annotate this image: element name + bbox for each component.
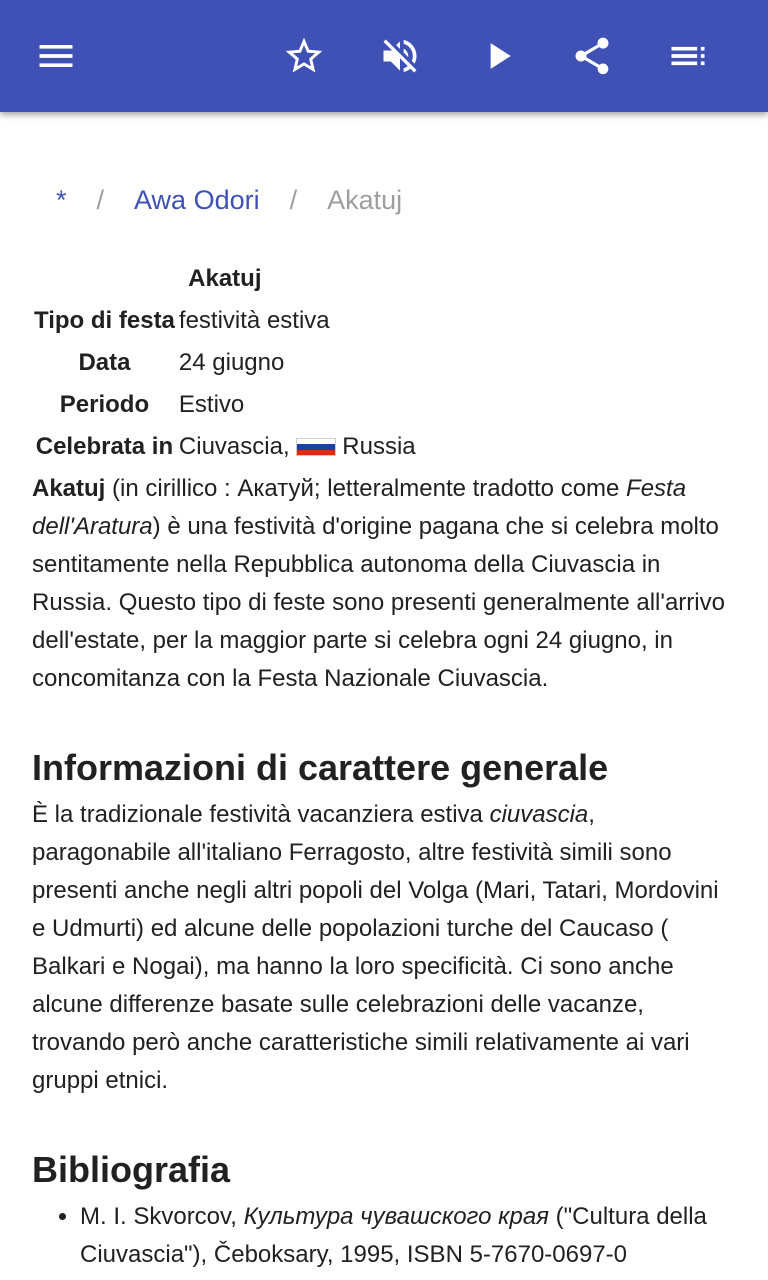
- section-italic-term: ciuvascia: [489, 801, 589, 828]
- bibliography-details: ("Cultura della Ciuvascia"), Čeboksary, 1995, ISBN 5-7670-0697-0: [80, 1203, 707, 1268]
- breadcrumb-current: Akatuj: [327, 184, 403, 215]
- infobox-row: [32, 300, 418, 342]
- infobox-label: Periodo: [59, 391, 150, 418]
- play-button[interactable]: [466, 24, 530, 88]
- infobox-label: Data: [78, 349, 131, 376]
- infobox-caption: Akatuj: [188, 265, 262, 292]
- share-icon: [570, 34, 614, 78]
- bibliography-title: Культура чувашского края: [243, 1203, 549, 1230]
- infobox: [32, 258, 418, 468]
- infobox-value-text[interactable]: Ciuvascia,: [178, 433, 297, 460]
- bibliography-author: M. I. Skvorcov,: [80, 1203, 244, 1230]
- table-of-contents-button[interactable]: [656, 24, 720, 88]
- intro-bold-term: Akatuj: [32, 475, 106, 502]
- volume-off-icon: [378, 34, 422, 78]
- breadcrumb-separator: /: [96, 184, 105, 215]
- infobox-value: [177, 426, 418, 468]
- infobox-row: [32, 384, 418, 426]
- infobox-value: 24 giugno: [178, 349, 285, 376]
- infobox-row: [32, 426, 418, 468]
- breadcrumb-parent-link[interactable]: Awa Odori: [134, 184, 260, 215]
- infobox-value-link[interactable]: Russia: [342, 433, 416, 460]
- app-bar: [0, 0, 768, 112]
- infobox-label: Celebrata in: [35, 433, 174, 460]
- infobox-row: [32, 342, 418, 384]
- list-item: [80, 1198, 736, 1274]
- breadcrumb-root-link[interactable]: *: [56, 184, 67, 215]
- russia-flag-icon: [296, 438, 336, 456]
- star-icon: [282, 34, 326, 78]
- infobox-value: Estivo: [178, 391, 245, 418]
- section-text: , paragonabile all'italiano Ferragosto, altre festività simili sono presenti anche negli altri popoli del Volga (Mari, Tatari, Mordovini e Udmurti) ed alcune delle popolazioni turche del Caucaso ( Balkari e Nogai), ma hanno la loro specificità. Ci sono anche alcune differenze basate sulle celebrazioni delle vacanze, trovando però anche caratteristiche simili relativamente ai vari gruppi etnici.: [32, 801, 719, 1094]
- play-icon: [476, 34, 520, 78]
- intro-text: ) è una festività d'origine pagana che si celebra molto sentitamente nella Repubblica autonoma della Ciuvascia in Russia. Questo tipo di feste sono presenti generalmente all'arrivo dell'estate, per la maggior parte si celebra ogni 24 giugno, in concomitanza con la Festa Nazionale Ciuvascia.: [32, 513, 725, 692]
- intro-italic-term: Festa dell'Aratura: [32, 475, 687, 540]
- toc-icon: [666, 34, 710, 78]
- section-paragraph: [32, 796, 736, 1100]
- share-button[interactable]: [560, 24, 624, 88]
- breadcrumb-separator: /: [289, 184, 298, 215]
- section-heading: Bibliografia: [32, 1149, 231, 1190]
- bookmark-button[interactable]: [272, 24, 336, 88]
- infobox-label: Tipo di festa: [34, 307, 175, 334]
- infobox-value: festività estiva: [178, 307, 330, 334]
- mute-button[interactable]: [368, 24, 432, 88]
- section-heading: Informazioni di carattere generale: [32, 747, 609, 788]
- article-content: [32, 470, 736, 1274]
- intro-paragraph: [32, 470, 736, 698]
- breadcrumb: [56, 180, 402, 220]
- intro-text: (in cirillico : Акатуй; letteralmente tradotto come: [105, 475, 627, 502]
- bibliography-list: [32, 1198, 736, 1274]
- menu-button[interactable]: [24, 24, 88, 88]
- section-text: È la tradizionale festività vacanziera estiva: [32, 801, 490, 828]
- menu-icon: [34, 34, 78, 78]
